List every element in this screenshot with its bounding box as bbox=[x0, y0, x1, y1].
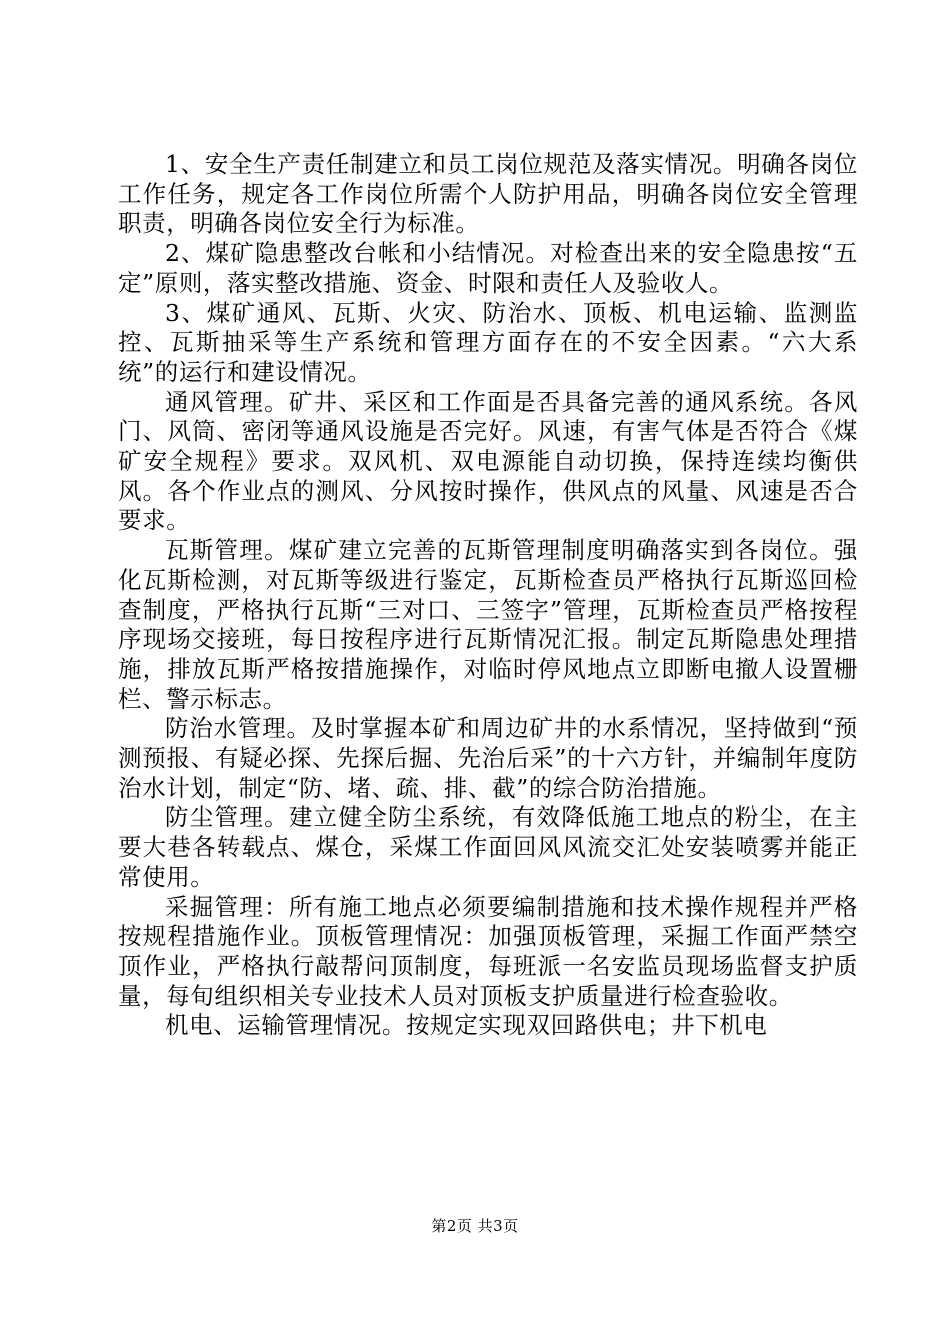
paragraph-gas-management: 瓦斯管理。煤矿建立完善的瓦斯管理制度明确落实到各岗位。强化瓦斯检测，对瓦斯等级进行鉴定，瓦斯检查员严格执行瓦斯巡回检查制度，严格执行瓦斯“三对口、三签字”管理，瓦斯检查员严格按程序现场交接班，每日按程序进行瓦斯情况汇报。制定瓦斯隐患处理措施，排放瓦斯严格按措施操作，对临时停风地点立即断电撤人设置栅栏、警示标志。 bbox=[118, 536, 858, 713]
paragraph-unsafe-factors: 3、煤矿通风、瓦斯、火灾、防治水、顶板、机电运输、监测监控、瓦斯抽采等生产系统和管理方面存在的不安全因素。“六大系统”的运行和建设情况。 bbox=[118, 298, 858, 386]
page-number-label: 第2页 共3页 bbox=[431, 1217, 519, 1235]
paragraph-dust-management: 防尘管理。建立健全防尘系统，有效降低施工地点的粉尘，在主要大巷各转载点、煤仓，采煤工作面回风风流交汇处安装喷雾并能正常使用。 bbox=[118, 803, 858, 891]
page-footer bbox=[0, 1216, 950, 1236]
paragraph-electromechanical-transport: 机电、运输管理情况。按规定实现双回路供电；井下机电 bbox=[165, 1011, 768, 1040]
paragraph-mining-management: 采掘管理：所有施工地点必须要编制措施和技术操作规程并严格按规程措施作业。顶板管理情况：加强顶板管理，采掘工作面严禁空顶作业，严格执行敲帮问顶制度，每班派一名安监员现场监督支护质量，每旬组织相关专业技术人员对顶板支护质量进行检查验收。 bbox=[118, 892, 858, 1010]
paragraph-hazard-rectification: 2、煤矿隐患整改台帐和小结情况。对检查出来的安全隐患按“五定”原则，落实整改措施、资金、时限和责任人及验收人。 bbox=[118, 239, 858, 297]
paragraph-water-control-management: 防治水管理。及时掌握本矿和周边矿井的水系情况，坚持做到“预测预报、有疑必探、先探后掘、先治后采”的十六方针，并编制年度防治水计划，制定“防、堵、疏、排、截”的综合防治措施。 bbox=[118, 714, 858, 802]
paragraph-ventilation-management: 通风管理。矿井、采区和工作面是否具备完善的通风系统。各风门、风筒、密闭等通风设施是否完好。风速，有害气体是否符合《煤矿安全规程》要求。双风机、双电源能自动切换，保持连续均衡供风。各个作业点的测风、分风按时操作，供风点的风量、风速是否合要求。 bbox=[118, 387, 858, 535]
paragraph-responsibility-system: 1、安全生产责任制建立和员工岗位规范及落实情况。明确各岗位工作任务，规定各工作岗位所需个人防护用品，明确各岗位安全管理职责，明确各岗位安全行为标准。 bbox=[118, 150, 858, 238]
document-body bbox=[118, 150, 858, 1041]
